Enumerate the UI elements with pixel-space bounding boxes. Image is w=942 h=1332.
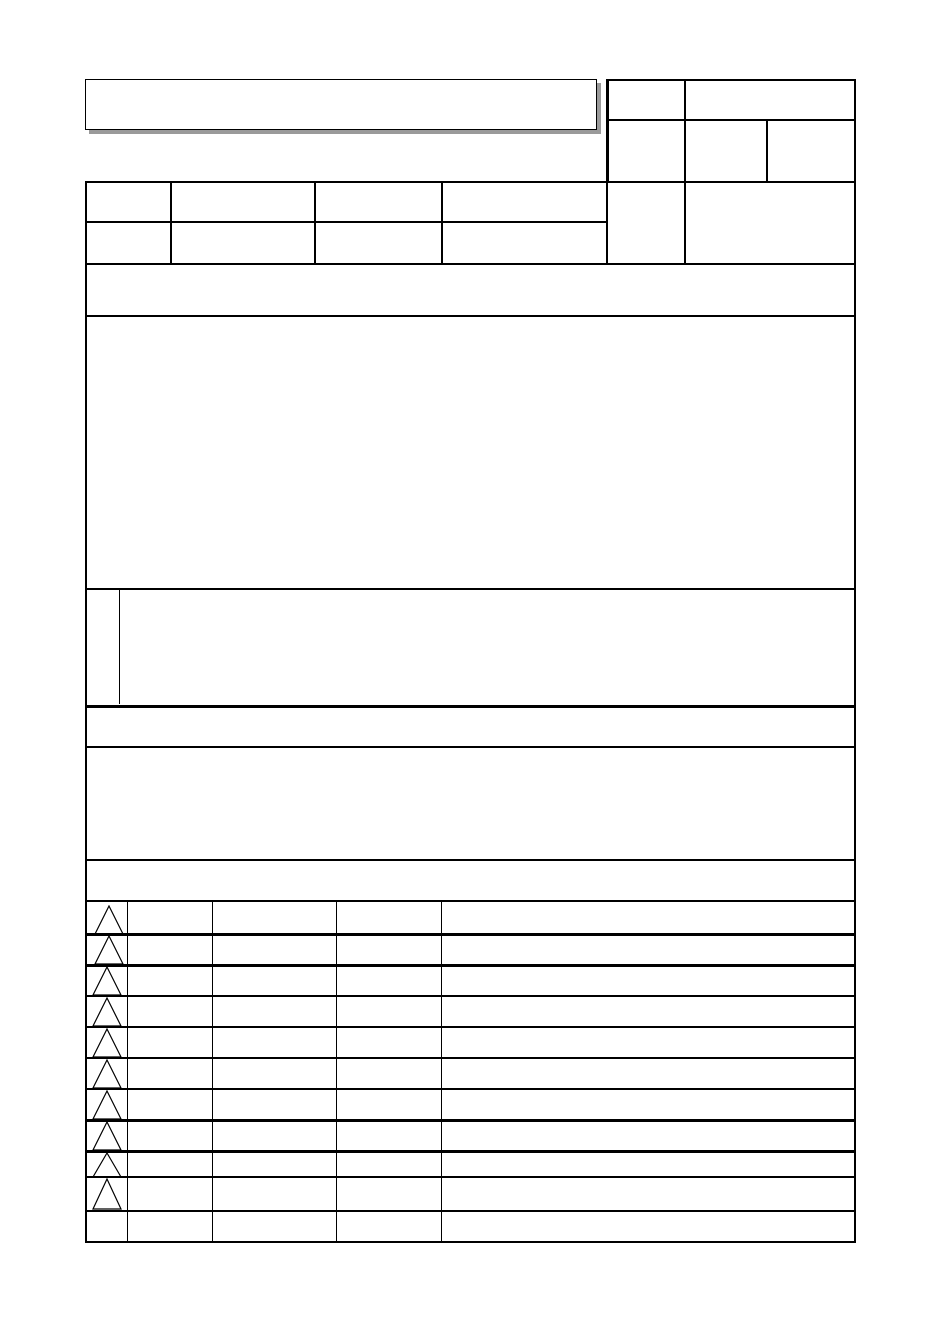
table-row xyxy=(0,1096,942,1116)
table-row xyxy=(0,1003,942,1023)
table-row xyxy=(0,1156,942,1176)
table-row xyxy=(0,1034,942,1054)
table-row xyxy=(0,1065,942,1085)
table-row xyxy=(0,910,942,930)
approval-block xyxy=(606,79,856,183)
table-row xyxy=(0,1218,942,1238)
title-box xyxy=(85,79,597,130)
table-row xyxy=(0,1185,942,1205)
table-row xyxy=(0,972,942,992)
table-row xyxy=(0,941,942,961)
table-row xyxy=(0,1127,942,1147)
